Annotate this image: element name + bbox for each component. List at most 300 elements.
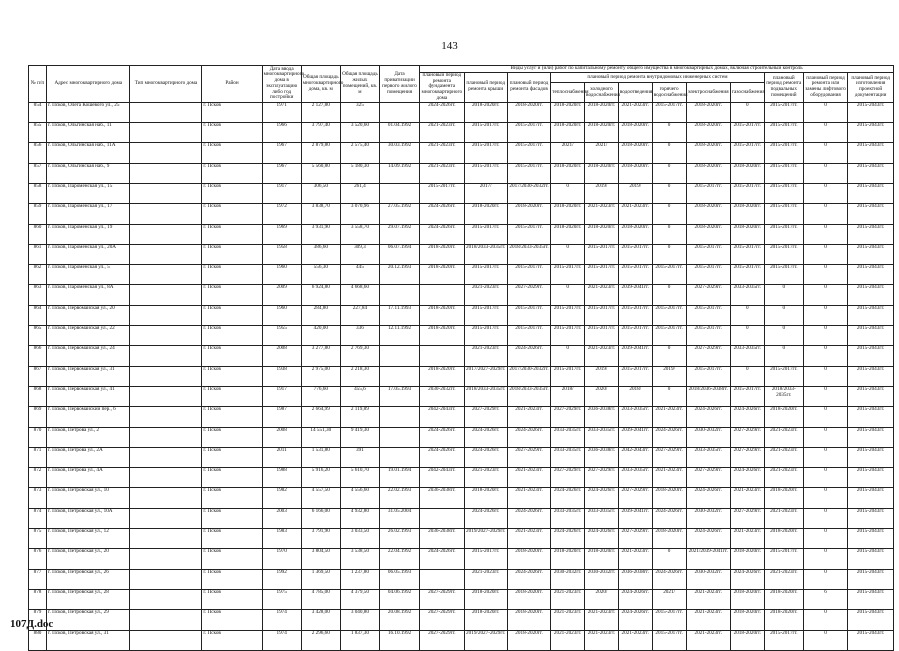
cell-house-type — [130, 326, 202, 346]
cell-hot-water: 2021/ — [652, 589, 686, 609]
cell-address: г. Псков, Пароменская ул., 17 — [46, 204, 130, 224]
cell-elevator: 0 — [803, 204, 847, 224]
cell-year-built: 1938 — [262, 366, 301, 386]
cell-heat-supply: 0 — [551, 183, 585, 203]
cell-electric: 2021/2039-2041гг. — [686, 549, 730, 569]
cell-gas: 2018-2020гг. — [730, 224, 764, 244]
table-row — [29, 447, 894, 467]
cell-foundation: 2036-2038гг. — [420, 529, 464, 549]
cell-sewer: 2015-2017гг. — [618, 366, 652, 386]
table-row — [29, 224, 894, 244]
cell-cold-water: 2020/ — [585, 589, 619, 609]
header-cold-water: холодного водоснабжения — [585, 83, 619, 102]
cell-privatization-date: 12.11.1992 — [379, 326, 419, 346]
cell-total-area: 3 804,50 — [301, 549, 340, 569]
cell-house-type — [130, 143, 202, 163]
cell-gas: 0 — [730, 102, 764, 122]
cell-district: г. Псков — [202, 143, 262, 163]
cell-elevator: 0 — [803, 244, 847, 264]
cell-design-docs: 2015-2043гг. — [848, 488, 894, 508]
cell-basement: 0 — [764, 326, 803, 346]
cell-hot-water: 2018-2020гг. — [652, 529, 686, 549]
cell-foundation — [420, 569, 464, 589]
cell-residential-area: 2 119,89 — [340, 407, 379, 427]
cell-hot-water: 0 — [652, 285, 686, 305]
cell-heat-supply: 2018-2020гг. — [551, 123, 585, 143]
cell-facade: 2017/2030-2032гг. — [507, 183, 550, 203]
cell-gas: 2018-2020гг. — [730, 549, 764, 569]
cell-privatization-date: 30.03.1992 — [379, 143, 419, 163]
cell-house-type — [130, 468, 202, 488]
cell-cold-water: 2033-2035гг. — [585, 508, 619, 528]
cell-year-built: 1967 — [262, 163, 301, 183]
table-row — [29, 183, 894, 203]
table-row — [29, 285, 894, 305]
cell-elevator: 0 — [803, 305, 847, 325]
cell-foundation: 2024-2026гг. — [420, 224, 464, 244]
cell-address: г. Псков, Ольгинская наб., 11 — [46, 123, 130, 143]
cell-number: 871 — [29, 447, 47, 467]
cell-gas: 0 — [730, 326, 764, 346]
header-electric: электроснабжения — [686, 83, 730, 102]
cell-elevator: 0 — [803, 549, 847, 569]
cell-design-docs: 2015-2043гг. — [848, 610, 894, 630]
table-row — [29, 427, 894, 447]
table-row — [29, 569, 894, 589]
cell-design-docs: 2015-2043гг. — [848, 386, 894, 406]
cell-residential-area: 4 379,50 — [340, 589, 379, 609]
cell-residential-area: 3 538,50 — [340, 549, 379, 569]
cell-sewer: 2024-2026гг. — [618, 610, 652, 630]
cell-number: 868 — [29, 386, 47, 406]
cell-design-docs: 2015-2043гг. — [848, 346, 894, 366]
cell-hot-water: 0 — [652, 549, 686, 569]
cell-cold-water: 2015-2017гг. — [585, 326, 619, 346]
cell-total-area: 3 428,00 — [301, 610, 340, 630]
cell-facade: 2027-2029гг. — [507, 447, 550, 467]
cell-cold-water: 2027-2029гг. — [585, 468, 619, 488]
cell-privatization-date — [379, 346, 419, 366]
cell-heat-supply: 2015-2017гг. — [551, 366, 585, 386]
cell-residential-area: 1 237,80 — [340, 569, 379, 589]
cell-electric: 2030-2032гг. — [686, 569, 730, 589]
cell-sewer: 2039-2041гг. — [618, 427, 652, 447]
cell-privatization-date: 16.10.1992 — [379, 630, 419, 650]
cell-year-built: 1972 — [262, 204, 301, 224]
cell-number: 873 — [29, 488, 47, 508]
cell-facade: 2018/2033-2035гг. — [507, 386, 550, 406]
cell-total-area: 420,00 — [301, 326, 340, 346]
cell-year-built: 1983 — [262, 529, 301, 549]
cell-number: 860 — [29, 224, 47, 244]
cell-privatization-date: 20.08.1992 — [379, 610, 419, 630]
table-row — [29, 326, 894, 346]
header-type: Тип многоквартирного дома — [130, 66, 202, 103]
cell-district: г. Псков — [202, 204, 262, 224]
cell-house-type — [130, 407, 202, 427]
cell-hot-water: 0 — [652, 386, 686, 406]
cell-foundation: 2036-2038гг. — [420, 488, 464, 508]
cell-electric: 2030-2032гг. — [686, 508, 730, 528]
cell-total-area: 2 127,80 — [301, 102, 340, 122]
cell-residential-area: 309,3 — [340, 244, 379, 264]
cell-basement: 2018-2020гг. — [764, 488, 803, 508]
header-total-area: Общая площадь многоквартирного дома, кв. м — [301, 66, 340, 103]
cell-district: г. Псков — [202, 386, 262, 406]
cell-district: г. Псков — [202, 569, 262, 589]
cell-heat-supply: 2018-2020гг. — [551, 163, 585, 183]
table-row — [29, 589, 894, 609]
cell-roof: 2018-2020гг. — [464, 102, 507, 122]
cell-heat-supply: 2018-2020гг. — [551, 224, 585, 244]
cell-foundation: 2042-2043гг. — [420, 407, 464, 427]
cell-address: г. Псков, Ольгинская наб., 9 — [46, 163, 130, 183]
cell-district: г. Псков — [202, 630, 262, 650]
cell-sewer: 2021-2023гг. — [618, 630, 652, 650]
cell-elevator: 0 — [803, 468, 847, 488]
cell-house-type — [130, 610, 202, 630]
cell-address: г. Псков, Пароменская ул., 5 — [46, 265, 130, 285]
cell-roof: 2019/2027-2029гг. — [464, 529, 507, 549]
cell-elevator: 0 — [803, 366, 847, 386]
cell-total-area: 284,80 — [301, 305, 340, 325]
cell-elevator: 0 — [803, 407, 847, 427]
cell-privatization-date — [379, 366, 419, 386]
header-design-docs: плановый период изготовления проектной документации — [848, 72, 894, 102]
cell-basement: 0 — [764, 305, 803, 325]
cell-elevator: 0 — [803, 630, 847, 650]
cell-address: г. Псков, Петрова ул., 2 — [46, 427, 130, 447]
cell-gas: 2018-2020гг. — [730, 589, 764, 609]
cell-sewer: 2039-2041гг. — [618, 346, 652, 366]
cell-basement: 2015-2017гг. — [764, 630, 803, 650]
cell-roof: 2018/2033-2035гг. — [464, 386, 507, 406]
cell-address: г. Псков, Петровская ул., 12 — [46, 529, 130, 549]
cell-roof: 2024-2026гг. — [464, 447, 507, 467]
cell-address: г. Псков, Ольгинская наб., 11А — [46, 143, 130, 163]
table-row — [29, 123, 894, 143]
cell-residential-area: 3 040,80 — [340, 610, 379, 630]
cell-design-docs: 2015-2043гг. — [848, 569, 894, 589]
cell-hot-water: 2015-2017гг. — [652, 630, 686, 650]
cell-district: г. Псков — [202, 305, 262, 325]
cell-elevator: 0 — [803, 508, 847, 528]
cell-house-type — [130, 183, 202, 203]
cell-address: г. Псков, Олега Кошевого ул., 25 — [46, 102, 130, 122]
cell-basement: 2018/2033-2035гг. — [764, 386, 803, 406]
cell-district: г. Псков — [202, 102, 262, 122]
cell-house-type — [130, 549, 202, 569]
cell-privatization-date: 17.11.1993 — [379, 305, 419, 325]
cell-roof: 2018-2020гг. — [464, 610, 507, 630]
cell-year-built: 1987 — [262, 407, 301, 427]
cell-facade: 2021-2023гг. — [507, 407, 550, 427]
cell-house-type — [130, 386, 202, 406]
cell-cold-water: 2021-2023гг. — [585, 204, 619, 224]
cell-number: 858 — [29, 183, 47, 203]
cell-number: 866 — [29, 346, 47, 366]
cell-electric: 2033-2035гг. — [686, 447, 730, 467]
cell-privatization-date: 14.09.1992 — [379, 163, 419, 183]
cell-privatization-date: 06.05.1993 — [379, 569, 419, 589]
cell-year-built: 1974 — [262, 630, 301, 650]
cell-design-docs: 2015-2043гг. — [848, 285, 894, 305]
cell-sewer: 2036-2038гг. — [618, 569, 652, 589]
cell-house-type — [130, 285, 202, 305]
cell-electric: 2018-2020гг. — [686, 123, 730, 143]
cell-year-built: 1955 — [262, 326, 301, 346]
cell-sewer: 2042-2043гг. — [618, 447, 652, 467]
cell-number: 869 — [29, 407, 47, 427]
cell-residential-area: 3 070,96 — [340, 204, 379, 224]
cell-sewer: 2018-2020гг. — [618, 163, 652, 183]
cell-facade: 2018-2020гг. — [507, 589, 550, 609]
cell-cold-water: 2021/ — [585, 143, 619, 163]
table-row — [29, 529, 894, 549]
cell-gas: 2021-2023гг. — [730, 488, 764, 508]
cell-design-docs: 2015-2043гг. — [848, 305, 894, 325]
cell-roof: 2017/2027-2029гг. — [464, 366, 507, 386]
cell-total-area: 4 785,00 — [301, 589, 340, 609]
cell-roof: 2018-2020гг. — [464, 488, 507, 508]
cell-electric: 2015-2017гг. — [686, 183, 730, 203]
cell-total-area: 2 879,80 — [301, 143, 340, 163]
table-row — [29, 488, 894, 508]
cell-residential-area: 391 — [340, 447, 379, 467]
cell-elevator: 0 — [803, 346, 847, 366]
cell-district: г. Псков — [202, 224, 262, 244]
cell-hot-water: 2019/ — [652, 366, 686, 386]
cell-heat-supply: 2015-2017гг. — [551, 305, 585, 325]
cell-cold-water: 2015-2017гг. — [585, 244, 619, 264]
cell-privatization-date: 31.05.2004 — [379, 508, 419, 528]
cell-electric: 2015-2017гг. — [686, 305, 730, 325]
cell-basement: 2021-2023гг. — [764, 508, 803, 528]
cell-basement: 2015-2017гг. — [764, 183, 803, 203]
cell-address: г. Псков, Первомайская ул., 24 — [46, 346, 130, 366]
cell-house-type — [130, 346, 202, 366]
cell-residential-area: 3 520,60 — [340, 123, 379, 143]
cell-residential-area: 261,4 — [340, 183, 379, 203]
cell-district: г. Псков — [202, 508, 262, 528]
cell-facade: 2018-2020гг. — [507, 204, 550, 224]
cell-cold-water: 2018-2020гг. — [585, 163, 619, 183]
cell-hot-water: 0 — [652, 204, 686, 224]
cell-residential-area: 1 837,30 — [340, 630, 379, 650]
cell-facade: 2018-2020гг. — [507, 102, 550, 122]
cell-cold-water: 2030-2032гг. — [585, 569, 619, 589]
cell-number: 863 — [29, 285, 47, 305]
cell-house-type — [130, 204, 202, 224]
cell-design-docs: 2015-2043гг. — [848, 183, 894, 203]
cell-foundation: 2018-2020гг. — [420, 366, 464, 386]
cell-cold-water: 2018-2020гг. — [585, 123, 619, 143]
table-row — [29, 468, 894, 488]
cell-privatization-date: 19.01.1994 — [379, 468, 419, 488]
cell-basement: 2021-2023гг. — [764, 427, 803, 447]
cell-sewer: 2033-2035гг. — [618, 468, 652, 488]
cell-residential-area: 3 033,50 — [340, 529, 379, 549]
cell-basement: 2018-2020гг. — [764, 589, 803, 609]
cell-heat-supply: 2024-2026гг. — [551, 529, 585, 549]
cell-facade: 2024-2026гг. — [507, 346, 550, 366]
cell-total-area: 3 931,90 — [301, 224, 340, 244]
cell-residential-area: 445 — [340, 265, 379, 285]
cell-cold-water: 2019/ — [585, 366, 619, 386]
cell-year-built: 2008 — [262, 427, 301, 447]
cell-foundation: 2042-2043гг. — [420, 468, 464, 488]
cell-residential-area: 3 558,70 — [340, 224, 379, 244]
cell-hot-water: 2024-2026гг. — [652, 569, 686, 589]
cell-year-built: 1969 — [262, 224, 301, 244]
header-basement: плановый период ремонта подвальных помещений — [764, 72, 803, 102]
cell-address: г. Псков, Петровская ул., 26 — [46, 569, 130, 589]
cell-gas: 2015-2017гг. — [730, 143, 764, 163]
table-row — [29, 143, 894, 163]
cell-electric: 2018-2020гг. — [686, 143, 730, 163]
cell-total-area: 3 277,80 — [301, 346, 340, 366]
cell-address: г. Псков, Первомайская ул., 31 — [46, 366, 130, 386]
cell-house-type — [130, 488, 202, 508]
cell-basement: 2015-2017гг. — [764, 123, 803, 143]
cell-heat-supply: 2021-2023гг. — [551, 630, 585, 650]
cell-year-built: 1917 — [262, 386, 301, 406]
cell-cold-water: 2024-2026гг. — [585, 488, 619, 508]
cell-roof: 2024-2026гг. — [464, 427, 507, 447]
cell-elevator: 0 — [803, 447, 847, 467]
cell-facade: 2027-2029гг. — [507, 285, 550, 305]
cell-roof: 2015-2017гг. — [464, 265, 507, 285]
cell-total-area: 2 975,00 — [301, 366, 340, 386]
cell-heat-supply: 0 — [551, 346, 585, 366]
cell-design-docs: 2015-2043гг. — [848, 407, 894, 427]
cell-district: г. Псков — [202, 407, 262, 427]
cell-house-type — [130, 589, 202, 609]
cell-house-type — [130, 123, 202, 143]
cell-elevator: 0 — [803, 610, 847, 630]
cell-basement: 2021-2023гг. — [764, 468, 803, 488]
cell-roof: 2015-2017гг. — [464, 143, 507, 163]
cell-design-docs: 2015-2043гг. — [848, 366, 894, 386]
cell-elevator: 0 — [803, 102, 847, 122]
cell-address: г. Псков, Первомайская ул., 41 — [46, 386, 130, 406]
cell-elevator: 0 — [803, 224, 847, 244]
cell-total-area: 3 797,40 — [301, 123, 340, 143]
cell-design-docs: 2015-2043гг. — [848, 630, 894, 650]
cell-elevator: 0 — [803, 285, 847, 305]
cell-address: г. Псков, Пароменская ул., 19 — [46, 224, 130, 244]
cell-number: 874 — [29, 508, 47, 528]
cell-roof: 2021-2023гг. — [464, 569, 507, 589]
cell-foundation: 2024-2026гг. — [420, 447, 464, 467]
cell-electric: 2018-2020гг. — [686, 163, 730, 183]
header-systems-group: плановый период ремонта внутридомовых инженерных систем — [551, 72, 765, 83]
cell-year-built: 2003 — [262, 508, 301, 528]
cell-design-docs: 2015-2043гг. — [848, 163, 894, 183]
cell-electric: 2027-2029гг. — [686, 468, 730, 488]
cell-number: 856 — [29, 143, 47, 163]
cell-facade: 2024-2026гг. — [507, 569, 550, 589]
cell-cold-water: 2015-2017гг. — [585, 265, 619, 285]
cell-elevator: 0 — [803, 163, 847, 183]
cell-design-docs: 2015-2043гг. — [848, 447, 894, 467]
cell-foundation: 2018-2020гг. — [420, 265, 464, 285]
cell-heat-supply: 2033-2035гг. — [551, 427, 585, 447]
cell-basement: 2018-2020гг. — [764, 610, 803, 630]
header-hot-water: горячего водоснабжения — [652, 83, 686, 102]
header-district: Район — [202, 66, 262, 103]
cell-house-type — [130, 102, 202, 122]
cell-electric: 2018-2020гг. — [686, 204, 730, 224]
cell-house-type — [130, 305, 202, 325]
cell-year-built: 1917 — [262, 183, 301, 203]
header-sewer: водоотведения — [618, 83, 652, 102]
cell-sewer: 2021-2023гг. — [618, 204, 652, 224]
cell-heat-supply: 2027-2029гг. — [551, 468, 585, 488]
footer-filename: 107Д.doc — [10, 618, 54, 630]
cell-facade: 2018-2020гг. — [507, 549, 550, 569]
cell-gas: 2018-2020гг. — [730, 163, 764, 183]
cell-house-type — [130, 508, 202, 528]
cell-roof: 2024-2026гг. — [464, 508, 507, 528]
cell-roof: 2015-2017гг. — [464, 123, 507, 143]
cell-gas: 2018-2020гг. — [730, 204, 764, 224]
cell-foundation: 2018-2020гг. — [420, 305, 464, 325]
cell-gas: 2015-2017гг. — [730, 244, 764, 264]
cell-design-docs: 2015-2043гг. — [848, 468, 894, 488]
cell-electric: 2021-2023гг. — [686, 630, 730, 650]
cell-roof: 2021-2023гг. — [464, 285, 507, 305]
cell-privatization-date: 04.06.1992 — [379, 589, 419, 609]
cell-year-built: 1960 — [262, 265, 301, 285]
cell-residential-area: 9 419,30 — [340, 427, 379, 447]
cell-electric: 2015-2017гг. — [686, 244, 730, 264]
cell-facade: 2024-2026гг. — [507, 427, 550, 447]
table-body — [29, 102, 894, 650]
cell-electric: 2015-2017гг. — [686, 326, 730, 346]
page-number: 143 — [441, 40, 458, 52]
cell-residential-area: 4 556,60 — [340, 488, 379, 508]
cell-heat-supply: 2033-2035гг. — [551, 447, 585, 467]
cell-electric: 2018-2020гг. — [686, 102, 730, 122]
cell-electric: 2021-2023гг. — [686, 589, 730, 609]
cell-district: г. Псков — [202, 244, 262, 264]
cell-total-area: 1 531,80 — [301, 447, 340, 467]
cell-sewer: 2024-2026гг. — [618, 589, 652, 609]
cell-electric: 2027-2029гг. — [686, 346, 730, 366]
cell-address: г. Псков, Петровская ул., 10 — [46, 488, 130, 508]
cell-facade: 2015-2017гг. — [507, 163, 550, 183]
cell-roof: 2015-2017гг. — [464, 305, 507, 325]
cell-number: 876 — [29, 549, 47, 569]
cell-roof: 2015-2017гг. — [464, 549, 507, 569]
cell-address: г. Псков, Петровская ул., 28 — [46, 589, 130, 609]
cell-hot-water: 2024-2026гг. — [652, 508, 686, 528]
cell-total-area: 1 369,50 — [301, 569, 340, 589]
cell-total-area: 4 557,50 — [301, 488, 340, 508]
cell-number: 878 — [29, 589, 47, 609]
cell-electric: 2021-2023гг. — [686, 610, 730, 630]
cell-district: г. Псков — [202, 285, 262, 305]
cell-hot-water: 2018-2020гг. — [652, 488, 686, 508]
table-row — [29, 265, 894, 285]
cell-basement: 2015-2017гг. — [764, 224, 803, 244]
cell-address: г. Псков, Петрова ул., 4А — [46, 468, 130, 488]
table-row — [29, 305, 894, 325]
cell-basement: 0 — [764, 285, 803, 305]
cell-design-docs: 2015-2043гг. — [848, 244, 894, 264]
cell-gas: 2015-2017гг. — [730, 123, 764, 143]
